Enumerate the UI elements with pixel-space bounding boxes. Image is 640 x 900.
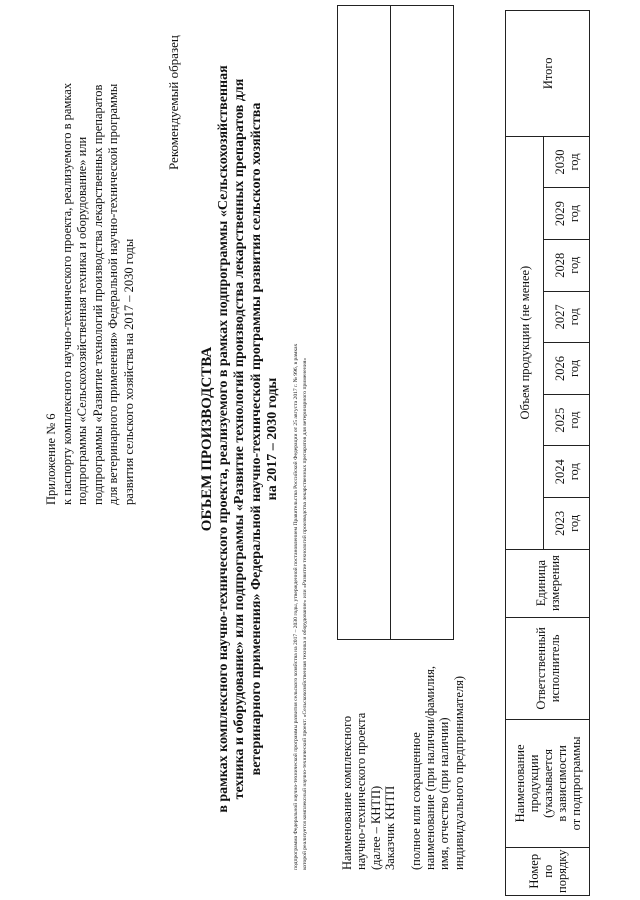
year-number: 2030 [552,149,567,175]
appendix-line: для ветеринарного применения» Федеральной научно-технической программы [106,83,121,505]
year-number: 2028 [552,252,567,278]
year-word: год [566,463,581,481]
year-number: 2026 [552,355,567,381]
footnote-line: подпрограмма Федеральной научно-технической программы развития сельского хозяйства на 2017 – 2030 годы, утвержденной постановлением Правительства Российской Федерации от 25 августа 2017 г. № 996, в рамках [293,343,299,870]
header-year-2023 [544,498,590,550]
info-box-divider [390,6,391,639]
subprogram-footnote [292,20,310,870]
header-executor [506,617,590,720]
label-line: наименование (при наличии/фамилия, [423,665,438,870]
year-word: год [566,153,581,171]
appendix-line: Приложение № 6 [44,413,58,505]
header-product-line: (указывается [540,748,555,818]
header-number [506,847,590,895]
title-line: в рамках комплексного научно-технического проекта, реализуемого в рамках подпрограммы «Сельскохозяйственная [216,65,231,813]
appendix-line: к паспорту комплексного научно-технического проекта, реализуемого в рамках [59,82,74,505]
label-line: (далее – КНТП) [368,785,383,870]
project-info-box[interactable] [337,5,454,640]
appendix-line: развития сельского хозяйства на 2017 – 2030 годы [121,238,136,505]
header-number-line: порядку [554,849,569,893]
header-total: Итого [506,11,590,137]
title-line: техника и оборудование» или подпрограммы «Развитие технологий производства лекарственных препаратов для [232,78,248,800]
header-year-2027 [544,291,590,343]
title-main: ОБЪЕМ ПРОИЗВОДСТВА [199,346,215,532]
year-word: год [566,411,581,429]
header-year-2029 [544,188,590,240]
footnote-line: которой реализуется комплексный научно-технический проект: «Сельскохозяйственная техника и оборудование» или «Развитие технологий производства лекарственных препаратов для ветеринарного применения» [302,357,308,870]
header-year-2025 [544,394,590,446]
title-line: на 2017 – 2030 годы [265,377,281,501]
label-line: имя, отчество (при наличии) [437,717,452,870]
label-line: (полное или сокращенное [408,732,423,870]
header-unit-line: Единица [533,559,548,607]
header-executor-line: Ответственный [533,627,548,710]
production-volume-table [505,10,590,896]
appendix-line: подпрограммы «Развитие технологий производства лекарственных препаратов [90,84,105,505]
label-line: Заказчик КНТП [383,785,398,870]
appendix-line: подпрограммы «Сельскохозяйственная техника и оборудование» или [75,136,90,505]
document-title [198,14,282,864]
year-number: 2024 [552,459,567,485]
header-unit [506,549,590,617]
header-number-line: Номер [526,853,541,889]
year-number: 2029 [552,201,567,227]
recommended-sample-note: Рекомендуемый образец [166,35,181,170]
year-word: год [566,514,581,532]
year-number: 2025 [552,407,567,433]
year-word: год [566,205,581,223]
title-line: ветеринарного применения» Федеральной научно-технической программы развития сельского хозяйства [248,102,264,776]
label-line: Наименование комплексного [340,715,354,870]
year-word: год [566,359,581,378]
header-executor-line: исполнитель [547,634,562,703]
header-product-line: в зависимости [554,745,569,822]
header-product [506,720,590,847]
label-line: научно-технического проекта [354,712,369,870]
header-year-2026 [544,343,590,395]
header-year-2024 [544,446,590,498]
year-word: год [566,308,581,326]
header-product-line: от подпрограммы [568,736,583,831]
label-line: индивидуального предпринимателя) [451,675,466,870]
header-unit-line: измерения [547,555,562,612]
year-word: год [566,256,581,274]
appendix-header [44,25,138,505]
year-number: 2027 [552,304,567,330]
form-labels [340,666,466,870]
header-year-2030 [544,136,590,188]
header-product-line: Наименование продукции [512,744,541,823]
header-volume: Объем продукции (не менее) [506,136,544,549]
header-year-2028 [544,239,590,291]
year-number: 2023 [552,510,567,536]
header-number-line: по [540,864,555,878]
